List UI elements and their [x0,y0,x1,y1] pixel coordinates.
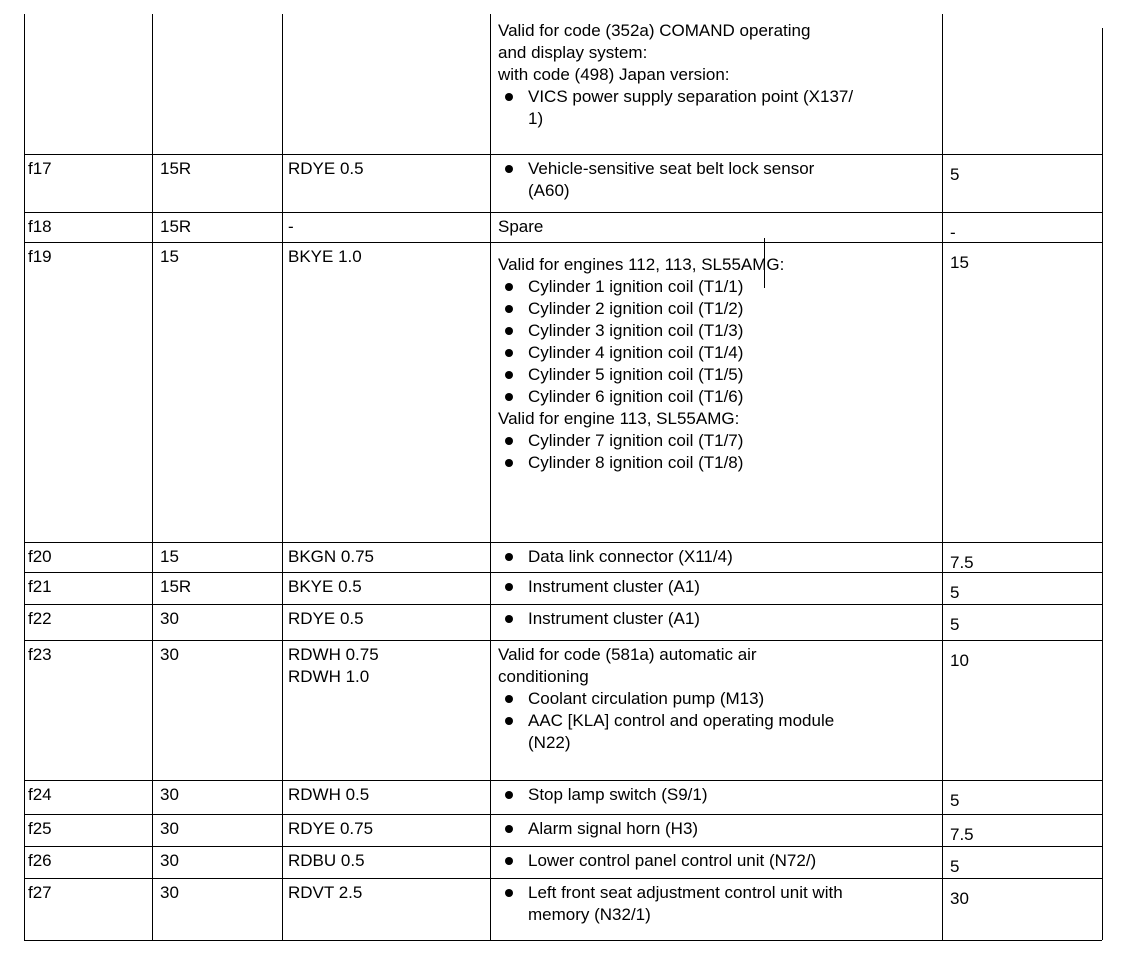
fuse-consumer-description [498,158,814,202]
bullet-text: Cylinder 6 ignition coil (T1/6) [528,387,744,406]
terminal: 15 [160,547,179,566]
bullet-text: Stop lamp switch (S9/1) [528,785,708,804]
row-rule [24,846,1102,847]
bullet-text: Cylinder 1 ignition coil (T1/1) [528,277,744,296]
wire-spec: BKYE 1.0 [288,247,362,266]
bullet-text: memory (N32/1) [528,905,651,924]
bullet-list [498,430,784,474]
bullet-text: Cylinder 4 ignition coil (T1/4) [528,343,744,362]
bullet-text: (A60) [528,181,570,200]
row-rule [24,212,1102,213]
description-text: Valid for engines 112, 113, SL55AMG: [498,255,785,274]
fuse-amperage: 5 [950,791,960,810]
bullet-item [498,882,843,926]
row-rule [24,572,1102,573]
fuse-amperage: 7.5 [950,825,974,844]
column-rule [282,14,283,940]
fuse-amperage: - [950,223,956,242]
bullet-item [498,158,814,202]
bullet-list [498,158,814,202]
bullet-list [498,576,700,598]
terminal: 30 [160,785,179,804]
bullet-item [498,342,784,364]
column-rule [152,14,153,940]
fuse-consumer-description [498,216,543,238]
bullet-list [498,608,700,630]
fuse-consumer-description [498,20,853,130]
fuse-consumer-description [498,882,843,926]
bullet-text: 1) [528,109,544,128]
wire-spec: RDWH 0.5 [288,785,370,804]
row-rule [24,878,1102,879]
row-rule [24,780,1102,781]
terminal: 15 [160,247,179,266]
wire-spec: BKGN 0.75 [288,547,374,566]
fuse-consumer-description [498,576,700,598]
bullet-item [498,710,834,754]
wire-spec: RDYE 0.75 [288,819,374,838]
bullet-item [498,850,816,872]
description-text: Valid for code (352a) COMAND operating [498,21,811,40]
row-rule [24,604,1102,605]
bullet-text: Vehicle-sensitive seat belt lock sensor [528,159,815,178]
wire-spec: - [288,217,294,236]
fuse-id: f17 [28,159,52,178]
fuse-consumer-description [498,784,708,806]
fuse-id: f23 [28,645,52,664]
bullet-item [498,276,784,298]
fuse-id: f19 [28,247,52,266]
bullet-list [498,86,853,130]
column-rule [942,14,943,940]
description-text: Valid for code (581a) automatic air [498,645,757,664]
wire-spec: RDWH 0.75 [288,645,379,664]
terminal: 15R [160,159,192,178]
row-rule [24,940,1102,941]
wire-spec: RDYE 0.5 [288,159,364,178]
fuse-amperage: 7.5 [950,553,974,572]
terminal: 15R [160,577,192,596]
fuse-id: f22 [28,609,52,628]
row-rule [24,640,1102,641]
bullet-text: Instrument cluster (A1) [528,577,700,596]
fuse-id: f18 [28,217,52,236]
terminal: 30 [160,851,179,870]
bullet-text: Cylinder 5 ignition coil (T1/5) [528,365,744,384]
bullet-list [498,546,733,568]
terminal: 30 [160,645,179,664]
bullet-item [498,546,733,568]
terminal: 15R [160,217,192,236]
bullet-item [498,452,784,474]
fuse-id: f25 [28,819,52,838]
bullet-text: VICS power supply separation point (X137/ [528,87,854,106]
fuse-consumer-description [498,254,784,474]
bullet-list [498,784,708,806]
fuse-amperage: 30 [950,889,969,908]
fuse-consumer-description [498,608,700,630]
bullet-item [498,298,784,320]
bullet-text: Alarm signal horn (H3) [528,819,699,838]
description-text: conditioning [498,667,589,686]
bullet-item [498,784,708,806]
description-text: with code (498) Japan version: [498,65,730,84]
row-rule [24,242,1102,243]
fuse-amperage: 5 [950,583,960,602]
bullet-text: Lower control panel control unit (N72/) [528,851,817,870]
wire-spec: RDVT 2.5 [288,883,363,902]
fuse-consumer-description [498,546,733,568]
fuse-id: f21 [28,577,52,596]
fuse-id: f20 [28,547,52,566]
bullet-item [498,576,700,598]
bullet-text: Cylinder 3 ignition coil (T1/3) [528,321,744,340]
description-text: Spare [498,217,544,236]
bullet-text: Cylinder 8 ignition coil (T1/8) [528,453,744,472]
fuse-amperage: 5 [950,615,960,634]
bullet-list [498,276,784,408]
bullet-item [498,688,834,710]
terminal: 30 [160,609,179,628]
bullet-item [498,608,700,630]
fuse-id: f27 [28,883,52,902]
column-rule [1102,28,1103,940]
fuse-consumer-description [498,818,698,840]
bullet-item [498,430,784,452]
bullet-list [498,818,698,840]
fuse-amperage: 15 [950,253,969,272]
bullet-list [498,688,834,754]
fuse-consumer-description [498,644,834,754]
wire-spec: RDYE 0.5 [288,609,364,628]
column-rule [24,14,25,940]
bullet-text: Data link connector (X11/4) [528,547,733,566]
bullet-item [498,818,698,840]
column-rule [490,14,491,940]
fuse-amperage: 5 [950,165,960,184]
bullet-text: (N22) [528,733,571,752]
description-text: Valid for engine 113, SL55AMG: [498,409,740,428]
fuse-consumer-description [498,850,816,872]
row-rule [24,814,1102,815]
description-text: and display system: [498,43,648,62]
fuse-amperage: 10 [950,651,969,670]
bullet-item [498,320,784,342]
fuse-id: f26 [28,851,52,870]
bullet-list [498,850,816,872]
fuse-id: f24 [28,785,52,804]
terminal: 30 [160,883,179,902]
bullet-item [498,386,784,408]
bullet-text: Coolant circulation pump (M13) [528,689,765,708]
bullet-text: Cylinder 7 ignition coil (T1/7) [528,431,744,450]
row-rule [24,154,1102,155]
bullet-item [498,86,853,130]
wire-spec: RDWH 1.0 [288,667,370,686]
bullet-text: Cylinder 2 ignition coil (T1/2) [528,299,744,318]
bullet-item [498,364,784,386]
bullet-text: AAC [KLA] control and operating module [528,711,835,730]
wire-spec: RDBU 0.5 [288,851,365,870]
wire-spec: BKYE 0.5 [288,577,362,596]
bullet-list [498,882,843,926]
fuse-amperage: 5 [950,857,960,876]
bullet-text: Instrument cluster (A1) [528,609,700,628]
bullet-text: Left front seat adjustment control unit with [528,883,843,902]
row-rule [24,542,1102,543]
terminal: 30 [160,819,179,838]
